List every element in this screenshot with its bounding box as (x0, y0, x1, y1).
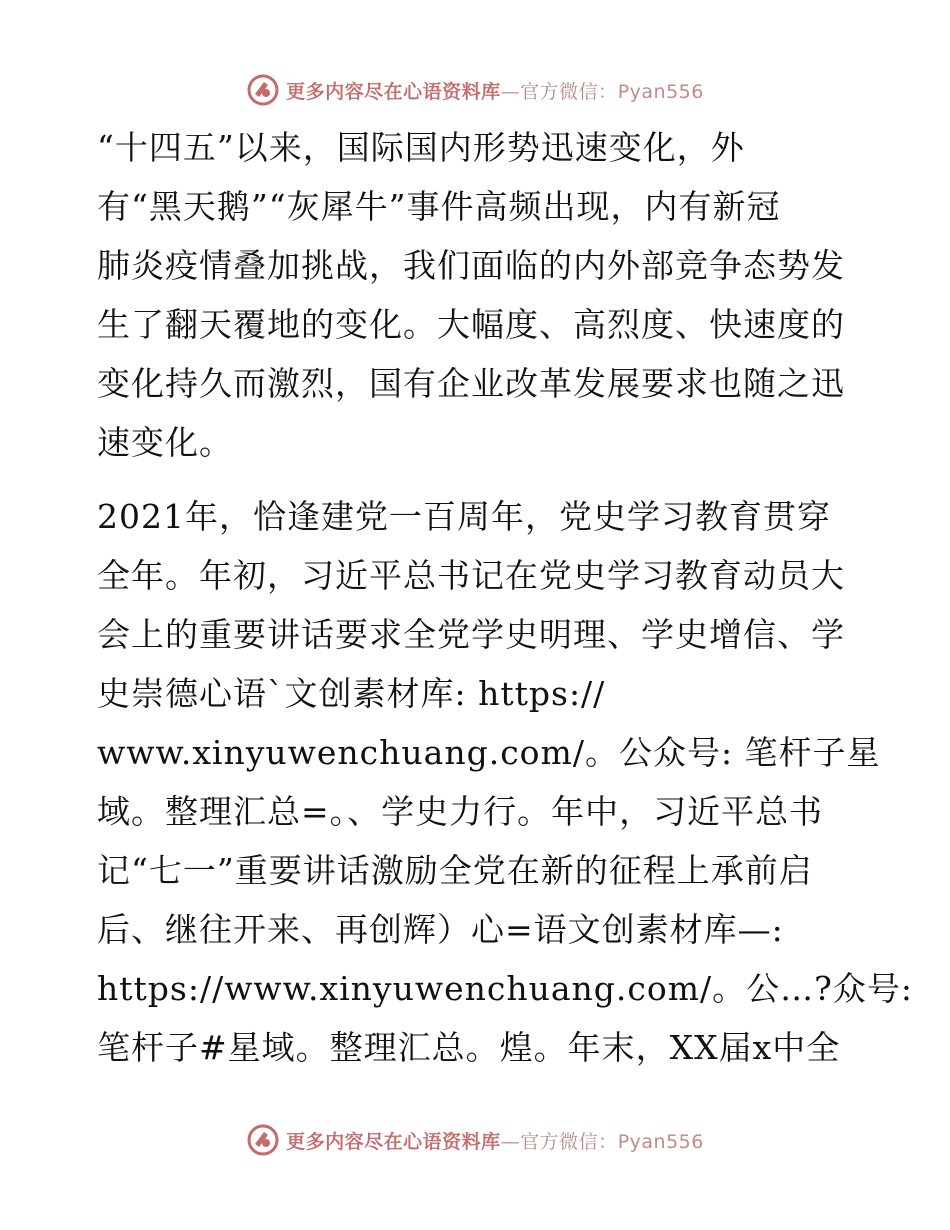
brand-logo-icon (246, 1123, 280, 1157)
text-line: 域。整理汇总=。、学史力行。年中，习近平总书 (97, 792, 824, 831)
text-line: 变化持久而激烈，国有企业改革发展要求也随之迅 (97, 364, 845, 403)
document-body (97, 118, 913, 1077)
banner-wechat-id: Pyan556 (617, 80, 704, 103)
banner-wechat-id: Pyan556 (617, 1130, 704, 1153)
text-line: 生了翻天覆地的变化。大幅度、高烈度、快速度的 (97, 305, 845, 344)
banner-text (286, 1127, 704, 1154)
text-line: www.xinyuwenchuang.com/。公众号: 笔杆子星 (97, 733, 881, 772)
text-line: 会上的重要讲话要求全党学史明理、学史增信、学 (97, 615, 845, 654)
text-line: https://www.xinyuwenchuang.com/。公…?众号: (97, 969, 913, 1008)
text-line: “十四五”以来，国际国内形势迅速变化，外 (97, 128, 745, 167)
text-line: 2021年，恰逢建党一百周年，党史学习教育贯穿 (97, 497, 831, 536)
banner-dash: — (500, 80, 521, 103)
text-line: 史崇德心语`文创素材库: https:// (97, 674, 606, 713)
header-banner (0, 70, 950, 110)
brand-logo-icon (246, 73, 280, 107)
banner-title: 更多内容尽在心语资料库 (286, 80, 501, 103)
text-line: 全年。年初，习近平总书记在党史学习教育动员大 (97, 556, 845, 595)
text-line: 速变化。 (97, 423, 233, 462)
banner-dash: — (500, 1130, 521, 1153)
banner-title: 更多内容尽在心语资料库 (286, 1130, 501, 1153)
text-line: 记“七一”重要讲话激励全党在新的征程上承前启 (97, 851, 813, 890)
text-line: 后、继往开来、再创辉）心=语文创素材库—: (97, 910, 784, 949)
banner-text (286, 77, 704, 104)
paragraph-1 (97, 118, 857, 472)
banner-official-label: 官方微信： (520, 1130, 618, 1153)
paragraph-gap (97, 472, 857, 487)
footer-banner (0, 1120, 950, 1160)
text-line: 有“黑天鹅”“灰犀牛”事件高频出现，内有新冠 (97, 187, 781, 226)
paragraph-2 (97, 487, 913, 1077)
banner-official-label: 官方微信： (520, 80, 618, 103)
text-line: 笔杆子#星域。整理汇总。煌。年末，XX届x中全 (97, 1028, 841, 1067)
text-line: 肺炎疫情叠加挑战，我们面临的内外部竞争态势发 (97, 246, 845, 285)
